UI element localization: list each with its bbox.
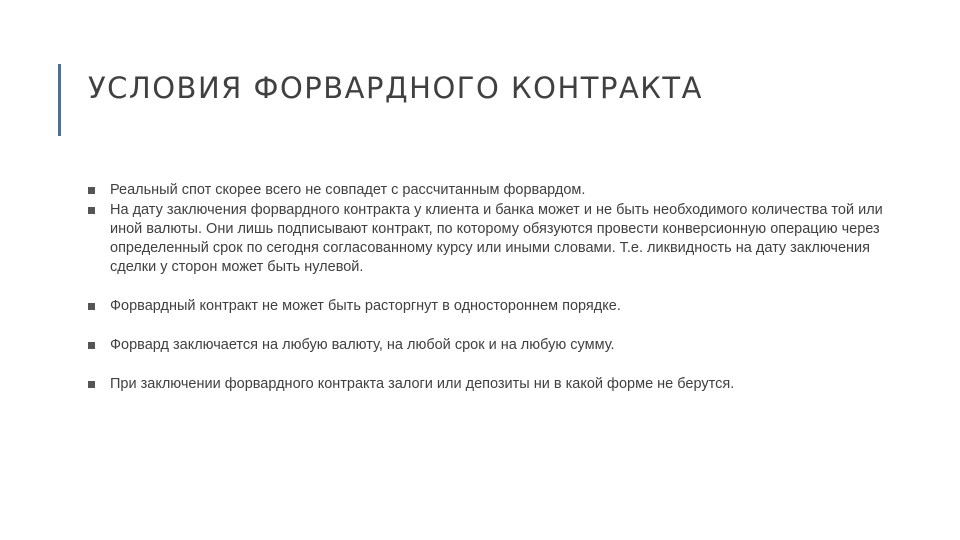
square-bullet-icon (88, 187, 95, 194)
bullet-item (88, 297, 918, 316)
square-bullet-icon (88, 381, 95, 388)
bullet-item (88, 375, 918, 394)
bullet-list (88, 181, 918, 394)
bullet-text: Реальный спот скорее всего не совпадет с рассчитанным форвардом. (110, 182, 586, 198)
title-accent-bar (58, 64, 61, 136)
bullet-item (88, 181, 918, 200)
bullet-item (88, 201, 918, 277)
square-bullet-icon (88, 342, 95, 349)
bullet-text: Форвард заключается на любую валюту, на любой срок и на любую сумму. (110, 337, 615, 353)
bullet-text: При заключении форвардного контракта залоги или депозиты ни в какой форме не берутся. (110, 376, 735, 392)
slide-title: УСЛОВИЯ ФОРВАРДНОГО КОНТРАКТА (88, 71, 703, 105)
square-bullet-icon (88, 207, 95, 214)
square-bullet-icon (88, 303, 95, 310)
bullet-text: Форвардный контракт не может быть расторгнут в одностороннем порядке. (110, 298, 621, 314)
bullet-item (88, 336, 918, 355)
bullet-text: На дату заключения форвардного контракта у клиента и банка может и не быть необходимого количества той или иной валюты. Они лишь подписывают контракт, по которому обязуются провести конверсионную операцию через определенный срок по сегодня согласованному курсу или иными словами. Т.е. ликвидность на дату заключения сделки у сторон может быть нулевой. (110, 202, 883, 275)
